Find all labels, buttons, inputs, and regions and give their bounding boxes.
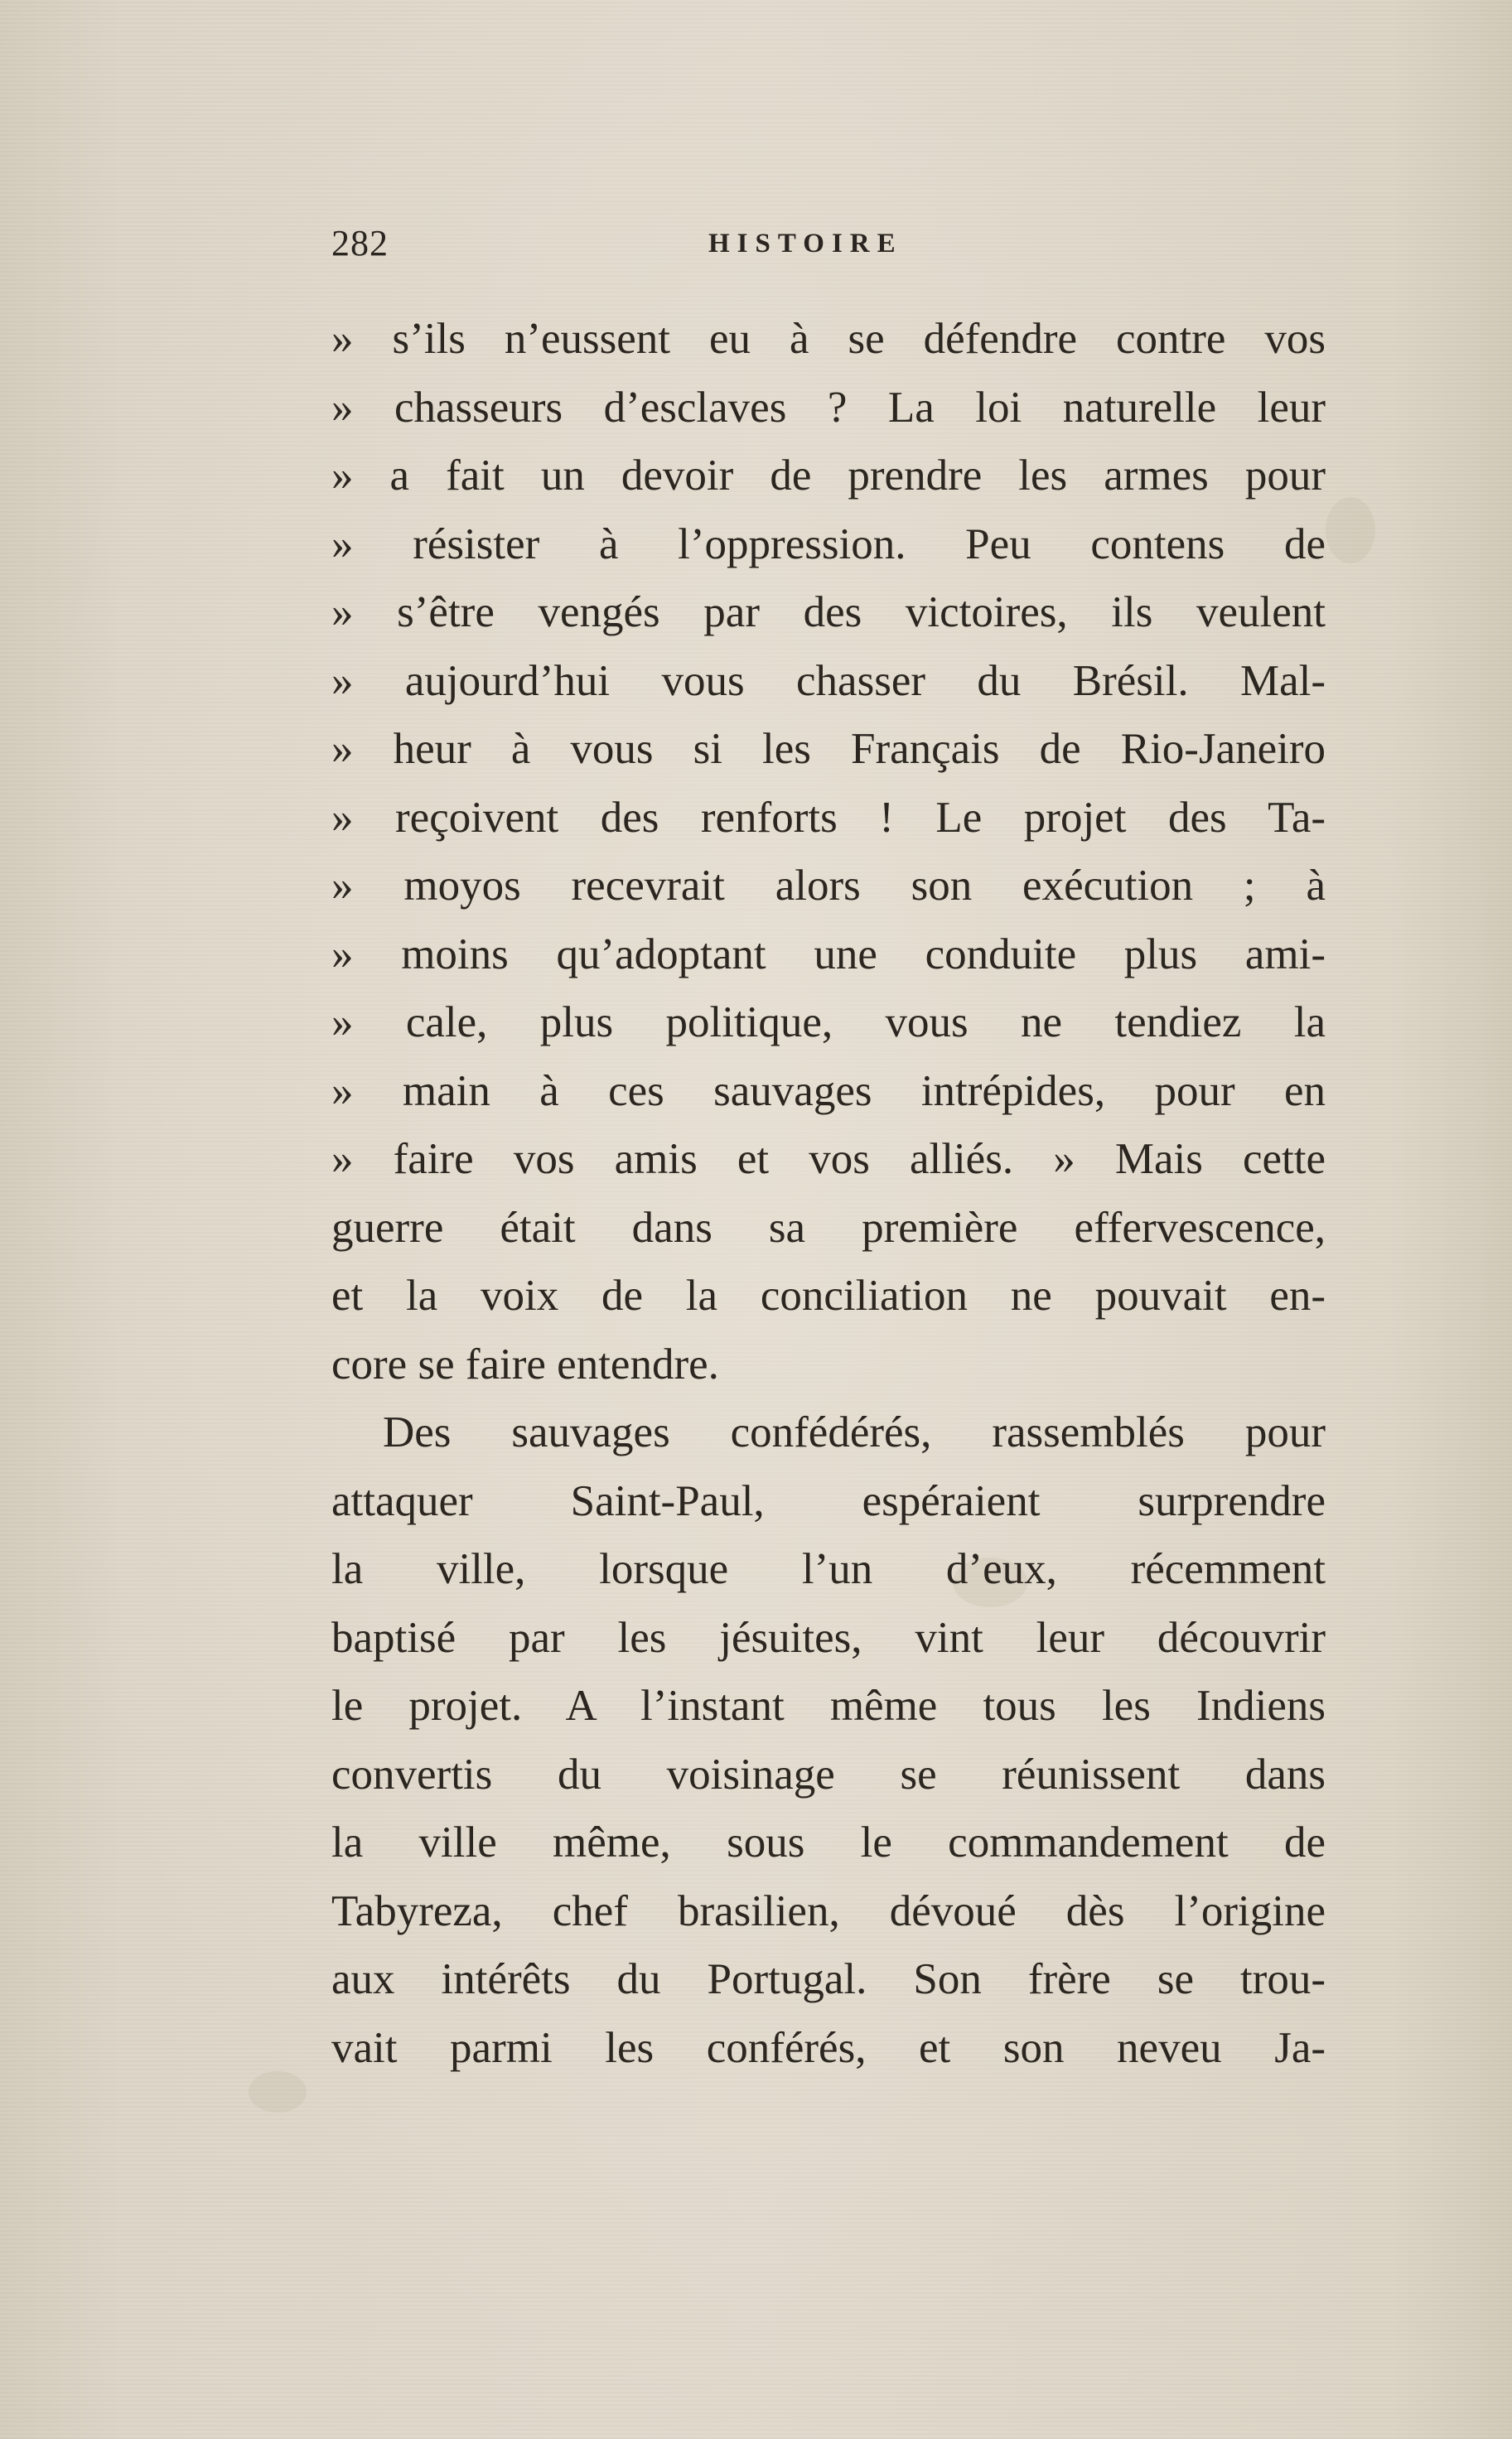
- text-line: » s’ils n’eussent eu à se défendre contre vos: [331, 315, 1326, 363]
- text-line: » a fait un devoir de prendre les armes pour: [331, 452, 1326, 500]
- text-line: le projet. A l’instant même tous les Indiens: [331, 1682, 1326, 1730]
- running-title: HISTOIRE: [708, 229, 903, 258]
- text-line: » reçoivent des renforts ! Le projet des Ta-: [331, 793, 1326, 842]
- text-line: » moins qu’adoptant une conduite plus ami-: [331, 930, 1326, 978]
- text-line: guerre était dans sa première effervescence,: [331, 1203, 1326, 1252]
- text-line: vait parmi les conférés, et son neveu Ja-: [331, 2023, 1326, 2072]
- paper-stain: [1326, 497, 1375, 563]
- text-line: Des sauvages confédérés, rassemblés pour: [383, 1408, 1326, 1456]
- text-line: » heur à vous si les Français de Rio-Janeiro: [331, 725, 1326, 773]
- text-line: convertis du voisinage se réunissent dans: [331, 1750, 1326, 1799]
- text-line: la ville même, sous le commandement de: [331, 1818, 1326, 1867]
- text-line: » s’être vengés par des victoires, ils veulent: [331, 588, 1326, 636]
- text-line: et la voix de la conciliation ne pouvait en-: [331, 1272, 1326, 1320]
- text-line: aux intérêts du Portugal. Son frère se trou-: [331, 1955, 1326, 2003]
- text-line: core se faire entendre.: [331, 1340, 719, 1389]
- body-text: [331, 305, 1326, 2082]
- page-header: [331, 222, 1326, 272]
- text-line: » résister à l’oppression. Peu contens de: [331, 519, 1326, 568]
- text-line: baptisé par les jésuites, vint leur découvrir: [331, 1613, 1326, 1662]
- text-line: la ville, lorsque l’un d’eux, récemment: [331, 1545, 1326, 1593]
- text-line: » moyos recevrait alors son exécution ; à: [331, 862, 1326, 910]
- text-line: » main à ces sauvages intrépides, pour en: [331, 1066, 1326, 1115]
- text-line: » chasseurs d’esclaves ? La loi naturelle leur: [331, 383, 1326, 432]
- text-line: attaquer Saint-Paul, espéraient surprendre: [331, 1476, 1326, 1525]
- page-number: 282: [331, 223, 389, 263]
- text-line: » faire vos amis et vos alliés. » Mais cette: [331, 1135, 1326, 1183]
- text-line: » aujourd’hui vous chasser du Brésil. Mal-: [331, 656, 1326, 705]
- text-line: » cale, plus politique, vous ne tendiez la: [331, 998, 1326, 1046]
- paper-stain: [249, 2071, 307, 2113]
- text-line: Tabyreza, chef brasilien, dévoué dès l’origine: [331, 1886, 1326, 1935]
